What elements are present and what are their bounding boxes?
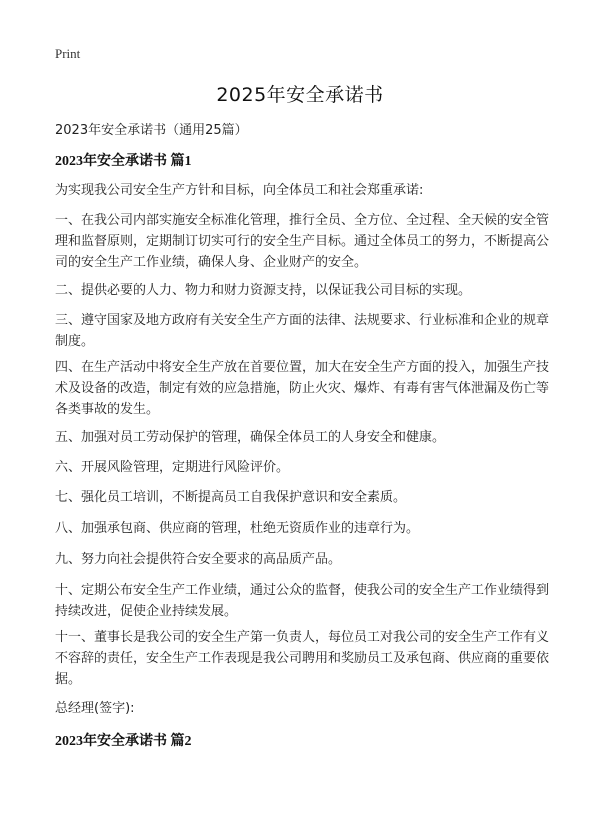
- paragraph-11: 十一、董事长是我公司的安全生产第一负责人，每位员工对我公司的安全生产工作有义不容辞的责任，安全生产工作表现是我公司聘用和奖励员工及承包商、供应商的重要依据。: [55, 630, 550, 687]
- paragraph-7: 七、强化员工培训，不断提高员工自我保护意识和安全素质。: [55, 490, 407, 505]
- signature-line: 总经理(签字):: [55, 701, 135, 716]
- paragraph-5: 五、加强对员工劳动保护的管理，确保全体员工的人身安全和健康。: [55, 430, 446, 445]
- paragraph-9: 九、努力向社会提供符合安全要求的高品质产品。: [55, 552, 342, 567]
- paragraph-1: 一、在我公司内部实施安全标准化管理，推行全员、全方位、全过程、全天候的安全管理和监督原则，定期制订切实可行的安全生产目标。通过全体员工的努力，不断提高公司的安全生产工作业绩，确保人身、企业财产的安全。: [55, 213, 550, 270]
- intro-paragraph: 为实现我公司安全生产方针和目标，向全体员工和社会郑重承诺:: [55, 183, 424, 198]
- document-subtitle: 2023年安全承诺书（通用25篇）: [55, 123, 248, 138]
- section-heading-2: 2023年安全承诺书 篇2: [55, 734, 192, 749]
- section-heading-1: 2023年安全承诺书 篇1: [55, 154, 192, 169]
- paragraph-6: 六、开展风险管理，定期进行风险评价。: [55, 460, 290, 475]
- paragraph-10: 十、定期公布安全生产工作业绩，通过公众的监督，使我公司的安全生产工作业绩得到持续改进，促使企业持续发展。: [55, 583, 550, 619]
- print-label: Print: [55, 46, 81, 61]
- document-title: 2025年安全承诺书: [216, 84, 384, 106]
- paragraph-2: 二、提供必要的人力、物力和财力资源支持，以保证我公司目标的实现。: [55, 283, 472, 298]
- paragraph-4: 四、在生产活动中将安全生产放在首要位置，加大在安全生产方面的投入，加强生产技术及设备的改造，制定有效的应急措施，防止火灾、爆炸、有毒有害气体泄漏及伤亡等各类事故的发生。: [55, 360, 550, 417]
- paragraph-8: 八、加强承包商、供应商的管理，杜绝无资质作业的违章行为。: [55, 521, 420, 536]
- paragraph-3: 三、遵守国家及地方政府有关安全生产方面的法律、法规要求、行业标准和企业的规章制度。: [55, 313, 550, 349]
